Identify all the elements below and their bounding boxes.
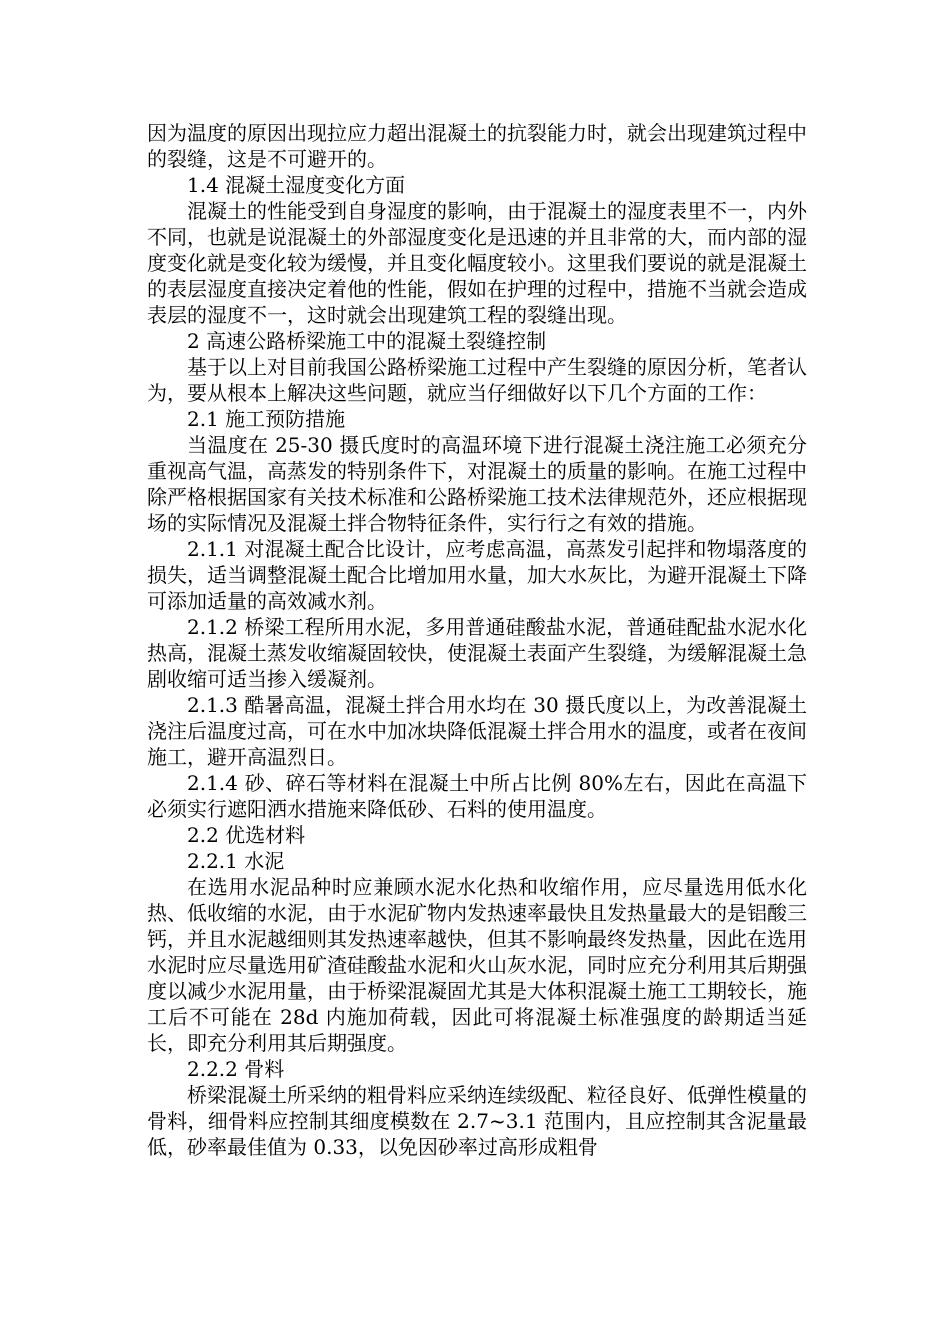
paragraph: 当温度在 25-30 摄氏度时的高温环境下进行混凝土浇注施工必须充分重视高气温，高蒸发的特别条件下，对混凝土的质量的影响。在施工过程中除严格根据国家有关技术标准和公路桥梁施工技术法律规范外，还应根据现场的实际情况及混凝土拌合物特征条件，实行行之有效的措施。 (147, 433, 807, 535)
paragraph: 基于以上对目前我国公路桥梁施工过程中产生裂缝的原因分析，笔者认为，要从根本上解决这些问题，就应当仔细做好以下几个方面的工作： (147, 355, 807, 405)
section-heading: 2.1 施工预防措施 (187, 407, 346, 431)
section-heading: 2.2 优选材料 (187, 823, 306, 847)
paragraph: 混凝土的性能受到自身湿度的影响，由于混凝土的湿度表里不一，内外不同，也就是说混凝土的外部湿度变化是迅速的并且非常的大，而内部的湿度变化就是变化较为缓慢，并且变化幅度较小。这里我们要说的就是混凝土的表层湿度直接决定着他的性能，假如在护理的过程中，措施不当就会造成表层的湿度不一，这时就会出现建筑工程的裂缝出现。 (147, 199, 807, 327)
section-heading: 2.2.1 水泥 (187, 849, 285, 873)
section-heading: 2.2.2 骨料 (187, 1057, 285, 1081)
section-heading: 2 高速公路桥梁施工中的混凝土裂缝控制 (187, 329, 547, 353)
paragraph: 2.1.4 砂、碎石等材料在混凝土中所占比例 80%左右，因此在高温下必须实行遮阳洒水措施来降低砂、石料的使用温度。 (147, 771, 807, 821)
paragraph: 因为温度的原因出现拉应力超出混凝土的抗裂能力时，就会出现建筑过程中的裂缝，这是不可避开的。 (147, 121, 807, 171)
paragraph: 2.1.2 桥梁工程所用水泥，多用普通硅酸盐水泥，普通硅配盐水泥水化热高，混凝土蒸发收缩凝固较快，使混凝土表面产生裂缝，为缓解混凝土急剧收缩可适当掺入缓凝剂。 (147, 615, 807, 691)
document-body (147, 120, 807, 1160)
paragraph: 2.1.1 对混凝土配合比设计，应考虑高温，高蒸发引起拌和物塌落度的损失，适当调整混凝土配合比增加用水量，加大水灰比，为避开混凝土下降可添加适量的高效减水剂。 (147, 537, 807, 613)
paragraph: 2.1.3 酷暑高温，混凝土拌合用水均在 30 摄氏度以上，为改善混凝土浇注后温度过高，可在水中加冰块降低混凝土拌合用水的温度，或者在夜间施工，避开高温烈日。 (147, 693, 807, 769)
paragraph: 在选用水泥品种时应兼顾水泥水化热和收缩作用，应尽量选用低水化热、低收缩的水泥，由于水泥矿物内发热速率最快且发热量最大的是铝酸三钙，并且水泥越细则其发热速率越快，但其不影响最终发热量，因此在选用水泥时应尽量选用矿渣硅酸盐水泥和火山灰水泥，同时应充分利用其后期强度以减少水泥用量，由于桥梁混凝固尤其是大体积混凝土施工工期较长，施工后不可能在 28d 内施加荷载，因此可将混凝土标准强度的龄期适当延长，即充分利用其后期强度。 (147, 875, 807, 1055)
paragraph: 桥梁混凝土所采纳的粗骨料应采纳连续级配、粒径良好、低弹性模量的骨料，细骨料应控制其细度模数在 2.7~3.1 范围内，且应控制其含泥量最低，砂率最佳值为 0.33，以免因砂率过高形成粗骨 (147, 1083, 807, 1159)
section-heading: 1.4 混凝土湿度变化方面 (187, 173, 406, 197)
